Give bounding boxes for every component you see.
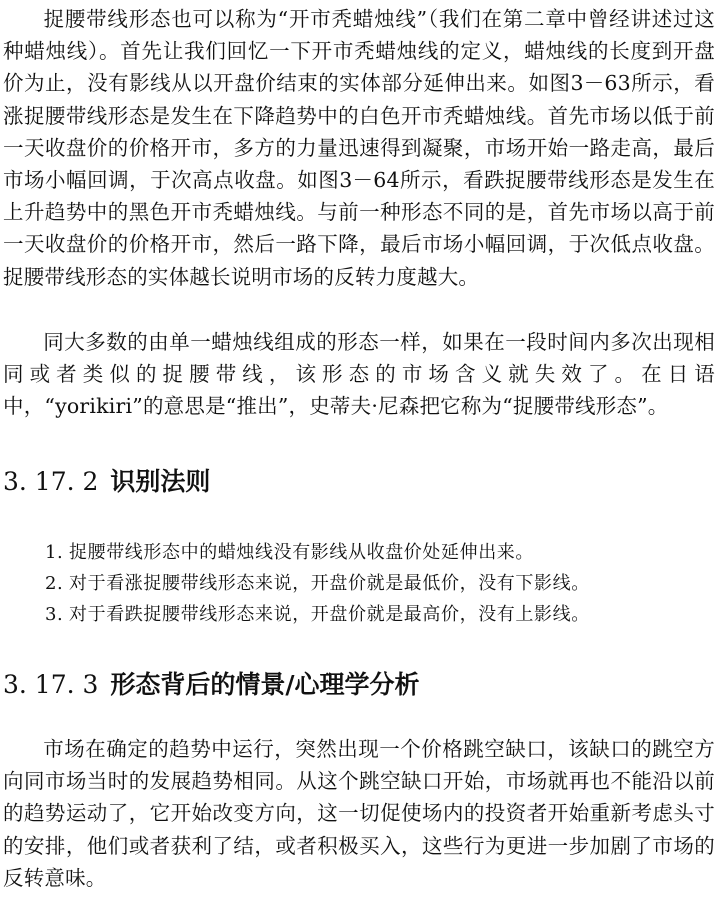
list-item (45, 568, 705, 599)
list-item (45, 537, 705, 568)
list-item-index: 3. (45, 604, 64, 625)
intro-paragraph-text: 捉腰带线形态也可以称为“开市秃蜡烛线”（我们在第二章中曾经讲述过这种蜡烛线）。首先让我们回忆一下开市秃蜡烛线的定义，蜡烛线的长度到开盘价为止，没有影线从以开盘价结束的实体部分延伸出来。如图3－63所示，看涨捉腰带线形态是发生在下降趋势中的白色开市秃蜡烛线。首先市场以低于前一天收盘价的价格开市，多方的力量迅速得到凝聚，市场开始一路走高，最后市场小幅回调，于次高点收盘。如图3－64所示，看跌捉腰带线形态是发生在上升趋势中的黑色开市秃蜡烛线。与前一种形态不同的是，首先市场以高于前一天收盘价的价格开市，然后一路下降，最后市场小幅回调，于次低点收盘。捉腰带线形态的实体越长说明市场的反转力度越大。 (3, 7, 715, 289)
list-item-text: 捉腰带线形态中的蜡烛线没有影线从收盘价处延伸出来。 (69, 542, 534, 563)
analysis-paragraph-text: 市场在确定的趋势中运行，突然出现一个价格跳空缺口，该缺口的跳空方向同市场当时的发展趋势相同。从这个跳空缺口开始，市场就再也不能沿以前的趋势运动了，它开始改变方向，这一切促使场内的投资者开始重新考虑头寸的安排，他们或者获利了结，或者积极买入，这些行为更进一步加剧了市场的反转意味。 (3, 737, 715, 890)
list-item-text: 对于看跌捉腰带线形态来说，开盘价就是最高价，没有上影线。 (69, 604, 590, 625)
identification-rules-list (45, 537, 705, 630)
intro-paragraph (3, 3, 715, 293)
section-title: 形态背后的情景/心理学分析 (110, 670, 420, 699)
second-paragraph (3, 326, 715, 423)
list-item-text: 对于看涨捉腰带线形态来说，开盘价就是最低价，没有下影线。 (69, 573, 590, 594)
list-item-index: 2. (45, 573, 64, 594)
section-title: 识别法则 (110, 467, 211, 496)
section-heading-identification (3, 466, 210, 498)
analysis-paragraph (3, 733, 715, 894)
list-item-index: 1. (45, 542, 64, 563)
second-paragraph-text: 同大多数的由单一蜡烛线组成的形态一样，如果在一段时间内多次出现相同或者类似的捉腰带线，该形态的市场含义就失效了。在日语中，“yorikiri”的意思是“推出”，史蒂夫·尼森把它称为“捉腰带线形态”。 (3, 330, 715, 419)
section-number: 3. 17. 2 (3, 467, 99, 496)
section-heading-psychology (3, 669, 420, 701)
section-number: 3. 17. 3 (3, 670, 99, 699)
list-item (45, 599, 705, 630)
